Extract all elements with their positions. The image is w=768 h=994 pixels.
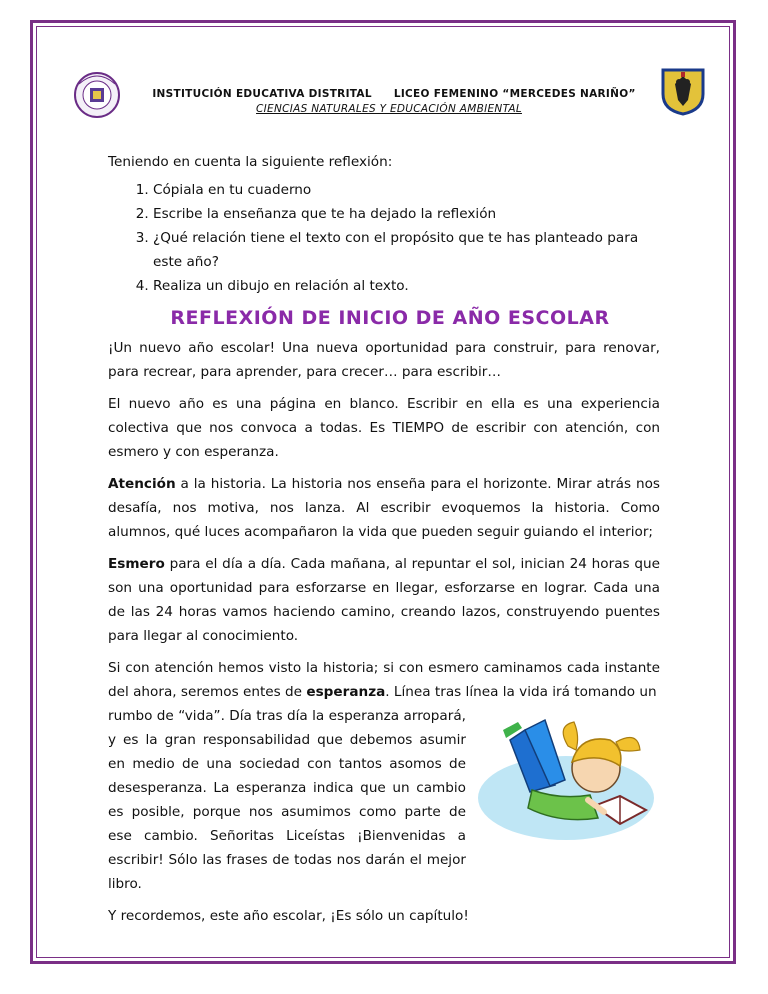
paragraph-5-continued: rumbo de “vida”. Día tras día la esperanza arropará, y es la gran responsabilidad que debemos asumir en medio de una sociedad con tantos asomos de desesperanza. La esperanza indica que un cambio es posible, porque nos asumimos como parte de ese cambio. Señoritas Liceístas ¡Bienvenidas a escribir! Sólo las frases de todas nos darán el mejor libro.	[108, 708, 466, 892]
instruction-item: 4. Realiza un dibujo en relación al texto.	[153, 274, 660, 298]
subject-name: CIENCIAS NATURALES Y EDUCACIÓN AMBIENTAL	[256, 103, 522, 115]
instruction-item: 3. ¿Qué relación tiene el texto con el propósito que te has planteado para este año?	[153, 226, 660, 274]
instruction-item: 1. Cópiala en tu cuaderno	[153, 178, 660, 202]
intro-text: Teniendo en cuenta la siguiente reflexión:	[108, 154, 393, 170]
school-name: LICEO FEMENINO “MERCEDES NARIÑO”	[393, 88, 636, 100]
bold-esmero: Esmero	[108, 556, 165, 572]
paragraph-5-after: . Línea tras línea la vida irá tomando un	[385, 684, 657, 700]
paragraph-4-text: para el día a día. Cada mañana, al repuntar el sol, inician 24 horas que son una oportunidad para esforzarse en llegar, esforzarse en lograr. Cada una de las 24 horas vamos haciendo camino, creando lazos, construyendo puentes para llegar al conocimiento.	[108, 556, 660, 644]
closing-line: Y recordemos, este año escolar, ¡Es sólo un capítulo!	[108, 908, 469, 924]
paragraph-2: El nuevo año es una página en blanco. Escribir en ella es una experiencia colectiva que nos convoca a todas. Es TIEMPO de escribir con atención, con esmero y con esperanza.	[108, 396, 660, 460]
instructions-list	[108, 178, 660, 298]
bold-esperanza: esperanza	[306, 684, 386, 700]
paragraph-4	[108, 552, 660, 648]
header-line	[0, 88, 768, 100]
paragraph-1: ¡Un nuevo año escolar! Una nueva oportunidad para construir, para renovar, para recrear, para aprender, para crecer… para escribir…	[108, 340, 660, 380]
paragraph-3-text: a la historia. La historia nos enseña para el horizonte. Mirar atrás nos desafía, nos motiva, nos lanza. Al escribir evoquemos la historia. Como alumnos, qué luces acompañaron la vida que pueden seguir guiando el interior;	[108, 476, 660, 540]
institution-name: INSTITUCIÓN EDUCATIVA DISTRITAL	[152, 88, 372, 100]
reflection-title: REFLEXIÓN DE INICIO DE AÑO ESCOLAR	[170, 307, 610, 329]
bold-atencion: Atención	[108, 476, 176, 492]
instruction-item: 2. Escribe la enseñanza que te ha dejado la reflexión	[153, 202, 660, 226]
girl-reading-illustration	[470, 700, 660, 840]
paragraph-3	[108, 472, 660, 544]
paragraph-5-before: Si con atención hemos visto la historia; si con esmero caminamos cada instante del ahora, seremos entes de	[108, 660, 660, 700]
paragraph-5	[108, 656, 660, 704]
